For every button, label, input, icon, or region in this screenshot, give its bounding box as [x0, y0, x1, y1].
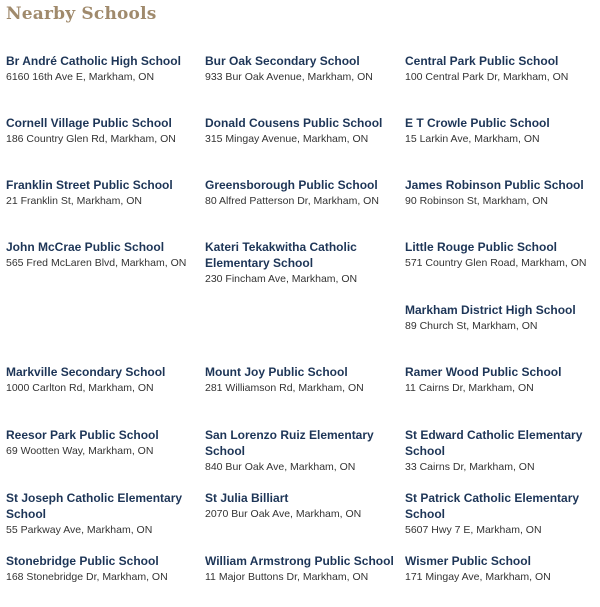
- school-name-link[interactable]: Cornell Village Public School: [6, 116, 172, 130]
- school-address: 571 Country Glen Road, Markham, ON: [405, 257, 587, 269]
- school-entry: [205, 364, 397, 396]
- school-name-link[interactable]: St Julia Billiart: [205, 491, 289, 505]
- school-name-link[interactable]: Greensborough Public School: [205, 178, 378, 192]
- school-address: 89 Church St, Markham, ON: [405, 320, 538, 332]
- school-name-link[interactable]: Stonebridge Public School: [6, 554, 159, 568]
- school-name-link[interactable]: St Joseph Catholic Elementary School: [6, 491, 183, 521]
- school-entry: [405, 53, 597, 85]
- school-address: 1000 Carlton Rd, Markham, ON: [6, 382, 154, 394]
- school-name-link[interactable]: William Armstrong Public School: [205, 554, 394, 568]
- school-entry: [6, 553, 198, 585]
- school-address: 281 Williamson Rd, Markham, ON: [205, 382, 364, 394]
- school-entry: [205, 553, 397, 585]
- school-address: 100 Central Park Dr, Markham, ON: [405, 71, 569, 83]
- school-address: 33 Cairns Dr, Markham, ON: [405, 461, 535, 473]
- school-address: 315 Mingay Avenue, Markham, ON: [205, 133, 369, 145]
- school-name-link[interactable]: Bur Oak Secondary School: [205, 54, 360, 68]
- school-name-link[interactable]: Markville Secondary School: [6, 365, 166, 379]
- school-name-link[interactable]: San Lorenzo Ruiz Elementary School: [205, 428, 374, 458]
- school-address: 69 Wootten Way, Markham, ON: [6, 445, 154, 457]
- school-name-link[interactable]: Donald Cousens Public School: [205, 116, 383, 130]
- school-address: 2070 Bur Oak Ave, Markham, ON: [205, 508, 362, 520]
- school-entry: [6, 115, 198, 147]
- page-title: Nearby Schools: [6, 4, 157, 24]
- school-entry: [6, 239, 198, 271]
- school-address: 840 Bur Oak Ave, Markham, ON: [205, 461, 356, 473]
- school-address: 171 Mingay Ave, Markham, ON: [405, 571, 551, 583]
- school-entry: [6, 427, 198, 459]
- school-name-link[interactable]: Ramer Wood Public School: [405, 365, 562, 379]
- school-entry: [6, 490, 191, 538]
- school-entry: [405, 177, 597, 209]
- school-address: 55 Parkway Ave, Markham, ON: [6, 524, 153, 536]
- school-address: 6160 16th Ave E, Markham, ON: [6, 71, 155, 83]
- school-address: 565 Fred McLaren Blvd, Markham, ON: [6, 257, 187, 269]
- school-name-link[interactable]: Franklin Street Public School: [6, 178, 173, 192]
- school-address: 5607 Hwy 7 E, Markham, ON: [405, 524, 542, 536]
- school-name-link[interactable]: Mount Joy Public School: [205, 365, 348, 379]
- school-name-link[interactable]: Kateri Tekakwitha Catholic Elementary School: [205, 240, 357, 270]
- school-address: 933 Bur Oak Avenue, Markham, ON: [205, 71, 373, 83]
- school-entry: [205, 239, 385, 287]
- school-address: 21 Franklin St, Markham, ON: [6, 195, 142, 207]
- school-address: 11 Major Buttons Dr, Markham, ON: [205, 571, 369, 583]
- school-address: 80 Alfred Patterson Dr, Markham, ON: [205, 195, 379, 207]
- school-entry: [405, 115, 597, 147]
- school-name-link[interactable]: Markham District High School: [405, 303, 576, 317]
- school-name-link[interactable]: Br André Catholic High School: [6, 54, 181, 68]
- school-address: 15 Larkin Ave, Markham, ON: [405, 133, 540, 145]
- school-entry: [405, 553, 597, 585]
- school-address: 230 Fincham Ave, Markham, ON: [205, 273, 358, 285]
- school-name-link[interactable]: Wismer Public School: [405, 554, 531, 568]
- school-entry: [205, 115, 397, 147]
- school-entry: [205, 177, 397, 209]
- school-entry: [6, 364, 198, 396]
- school-entry: [405, 364, 597, 396]
- school-name-link[interactable]: E T Crowle Public School: [405, 116, 550, 130]
- school-entry: [205, 490, 397, 522]
- school-entry: [405, 239, 597, 271]
- school-name-link[interactable]: Reesor Park Public School: [6, 428, 159, 442]
- school-name-link[interactable]: St Patrick Catholic Elementary School: [405, 491, 580, 521]
- school-entry: [405, 490, 590, 538]
- school-name-link[interactable]: Central Park Public School: [405, 54, 559, 68]
- school-entry: [6, 177, 198, 209]
- school-entry: [405, 427, 590, 475]
- school-name-link[interactable]: St Edward Catholic Elementary School: [405, 428, 583, 458]
- school-name-link[interactable]: James Robinson Public School: [405, 178, 584, 192]
- school-address: 90 Robinson St, Markham, ON: [405, 195, 548, 207]
- school-entry: [205, 427, 385, 475]
- school-name-link[interactable]: John McCrae Public School: [6, 240, 165, 254]
- school-address: 168 Stonebridge Dr, Markham, ON: [6, 571, 168, 583]
- school-entry: [6, 53, 198, 85]
- school-entry: [405, 302, 597, 334]
- school-entry: [205, 53, 397, 85]
- school-address: 186 Country Glen Rd, Markham, ON: [6, 133, 176, 145]
- school-name-link[interactable]: Little Rouge Public School: [405, 240, 558, 254]
- school-address: 11 Cairns Dr, Markham, ON: [405, 382, 534, 394]
